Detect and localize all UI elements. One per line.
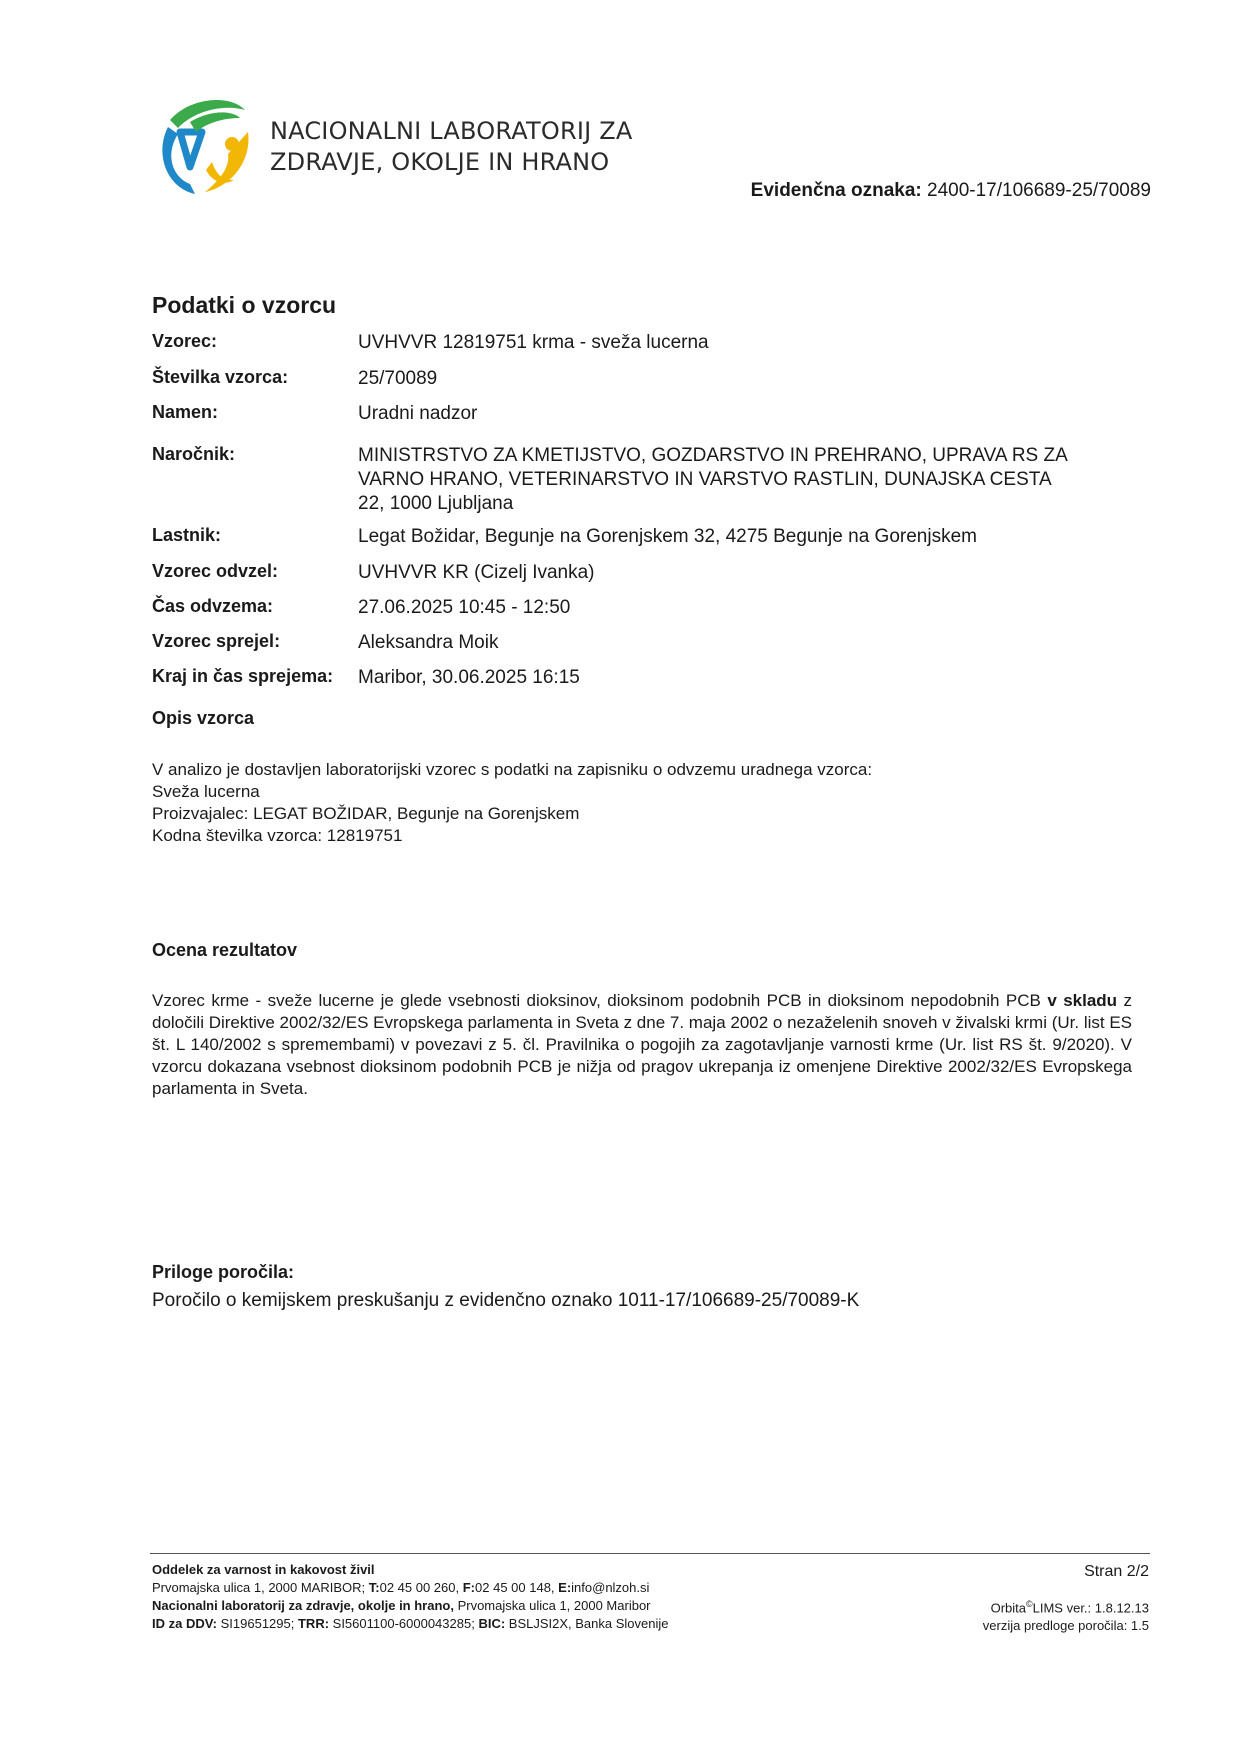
field-label-owner: Lastnik: xyxy=(152,525,222,545)
field-value-received-by: Aleksandra Moik xyxy=(358,632,499,653)
description-line: Kodna številka vzorca: 12819751 xyxy=(152,826,403,845)
footer-department: Oddelek za varnost in kakovost živil xyxy=(152,1562,375,1577)
field-value-received-place-time: Maribor, 30.06.2025 16:15 xyxy=(358,667,580,688)
attachments-text: Poročilo o kemijskem preskušanju z evidenčno oznako 1011-17/106689-25/70089-K xyxy=(152,1290,860,1311)
description-text xyxy=(152,759,1132,847)
field-value-sample-number: 25/70089 xyxy=(358,368,438,389)
assessment-verdict: v skladu xyxy=(1047,991,1118,1010)
field-label-sample: Vzorec: xyxy=(152,331,218,351)
client-line1: MINISTRSTVO ZA KMETIJSTVO, GOZDARSTVO IN PREHRANO, UPRAVA RS ZA xyxy=(358,445,1068,466)
footer-meta xyxy=(983,1561,1149,1635)
description-line: V analizo je dostavljen laboratorijski vzorec s podatki na zapisniku o odvzemu uradnega vzorca: xyxy=(152,760,873,779)
field-label-received-place-time: Kraj in čas sprejema: xyxy=(152,666,334,686)
description-line: Sveža lucerna xyxy=(152,782,260,801)
description-line: Proizvajalec: LEGAT BOŽIDAR, Begunje na Gorenjskem xyxy=(152,804,580,823)
field-value-owner: Legat Božidar, Begunje na Gorenjskem 32, 4275 Begunje na Gorenjskem xyxy=(358,526,977,547)
section-title-assessment: Ocena rezultatov xyxy=(152,940,298,960)
field-value-taken-by: UVHVVR KR (Cizelj Ivanka) xyxy=(358,562,595,583)
footer-address-line: Prvomajska ulica 1, 2000 MARIBOR; T:02 45 00 260, F:02 45 00 148, E:info@nlzoh.si xyxy=(152,1580,650,1595)
nlzoh-logo-icon xyxy=(150,92,260,202)
field-value-client xyxy=(358,444,1138,516)
org-name-line2: ZDRAVJE, OKOLJE IN HRANO xyxy=(270,148,610,176)
section-title-attachments: Priloge poročila: xyxy=(152,1262,295,1282)
organization-name xyxy=(270,116,632,178)
field-value-purpose: Uradni nadzor xyxy=(358,403,478,424)
assessment-text-b: z določili Direktive 2002/32/ES Evropskega parlamenta in Sveta z dne 7. maja 2002 o nezaželenih snoveh v živalski krmi (Ur. list ES št. L 140/2002 s spremembami) v povezavi z 5. čl. Pravilnika o pogojih za zagotavljanje varnosti krme (Ur. list RS št. 9/2020). V vzorcu dokazana vsebnost dioksinom podobnih PCB je nižja od pragov ukrepanja iz omenjene Direktive 2002/32/ES Evropskega parlamenta in Sveta. xyxy=(152,991,1132,1098)
org-name-line1: NACIONALNI LABORATORIJ ZA xyxy=(270,117,633,145)
field-value-time-taken: 27.06.2025 10:45 - 12:50 xyxy=(358,597,571,618)
evidence-label: Evidenčna oznaka: xyxy=(750,180,922,201)
footer-tax-line: ID za DDV: SI19651295; TRR: SI5601100-6000043285; BIC: BSLJSI2X, Banka Slovenije xyxy=(152,1616,669,1631)
evidence-number xyxy=(751,180,1151,202)
field-label-purpose: Namen: xyxy=(152,402,219,422)
assessment-text-a: Vzorec krme - sveže lucerne je glede vsebnosti dioksinov, dioksinom podobnih PCB in dioksinom nepodobnih PCB xyxy=(152,991,1048,1010)
field-label-sample-number: Številka vzorca: xyxy=(152,367,289,387)
field-label-time-taken: Čas odvzema: xyxy=(152,596,274,616)
field-value-sample: UVHVVR 12819751 krma - sveža lucerna xyxy=(358,332,709,353)
field-label-taken-by: Vzorec odvzel: xyxy=(152,561,279,581)
lims-version: Orbita©LIMS ver.: 1.8.12.13 xyxy=(990,1599,1149,1616)
footer-institution-line: Nacionalni laboratorij za zdravje, okolje in hrano, Prvomajska ulica 1, 2000 Maribor xyxy=(152,1598,651,1613)
footer-contact xyxy=(152,1561,668,1633)
client-line2: VARNO HRANO, VETERINARSTVO IN VARSTVO RASTLIN, DUNAJSKA CESTA xyxy=(358,469,1052,490)
page-number: Stran 2/2 xyxy=(1084,1563,1149,1580)
footer-divider xyxy=(150,1553,1150,1554)
evidence-value: 2400-17/106689-25/70089 xyxy=(927,180,1151,201)
section-title-description: Opis vzorca xyxy=(152,708,255,728)
field-label-received-by: Vzorec sprejel: xyxy=(152,631,281,651)
client-line3: 22, 1000 Ljubljana xyxy=(358,493,514,514)
field-label-client: Naročnik: xyxy=(152,444,236,464)
template-version: verzija predloge poročila: 1.5 xyxy=(982,1618,1149,1634)
section-title-sample: Podatki o vzorcu xyxy=(152,292,337,318)
assessment-text xyxy=(152,990,1132,1100)
